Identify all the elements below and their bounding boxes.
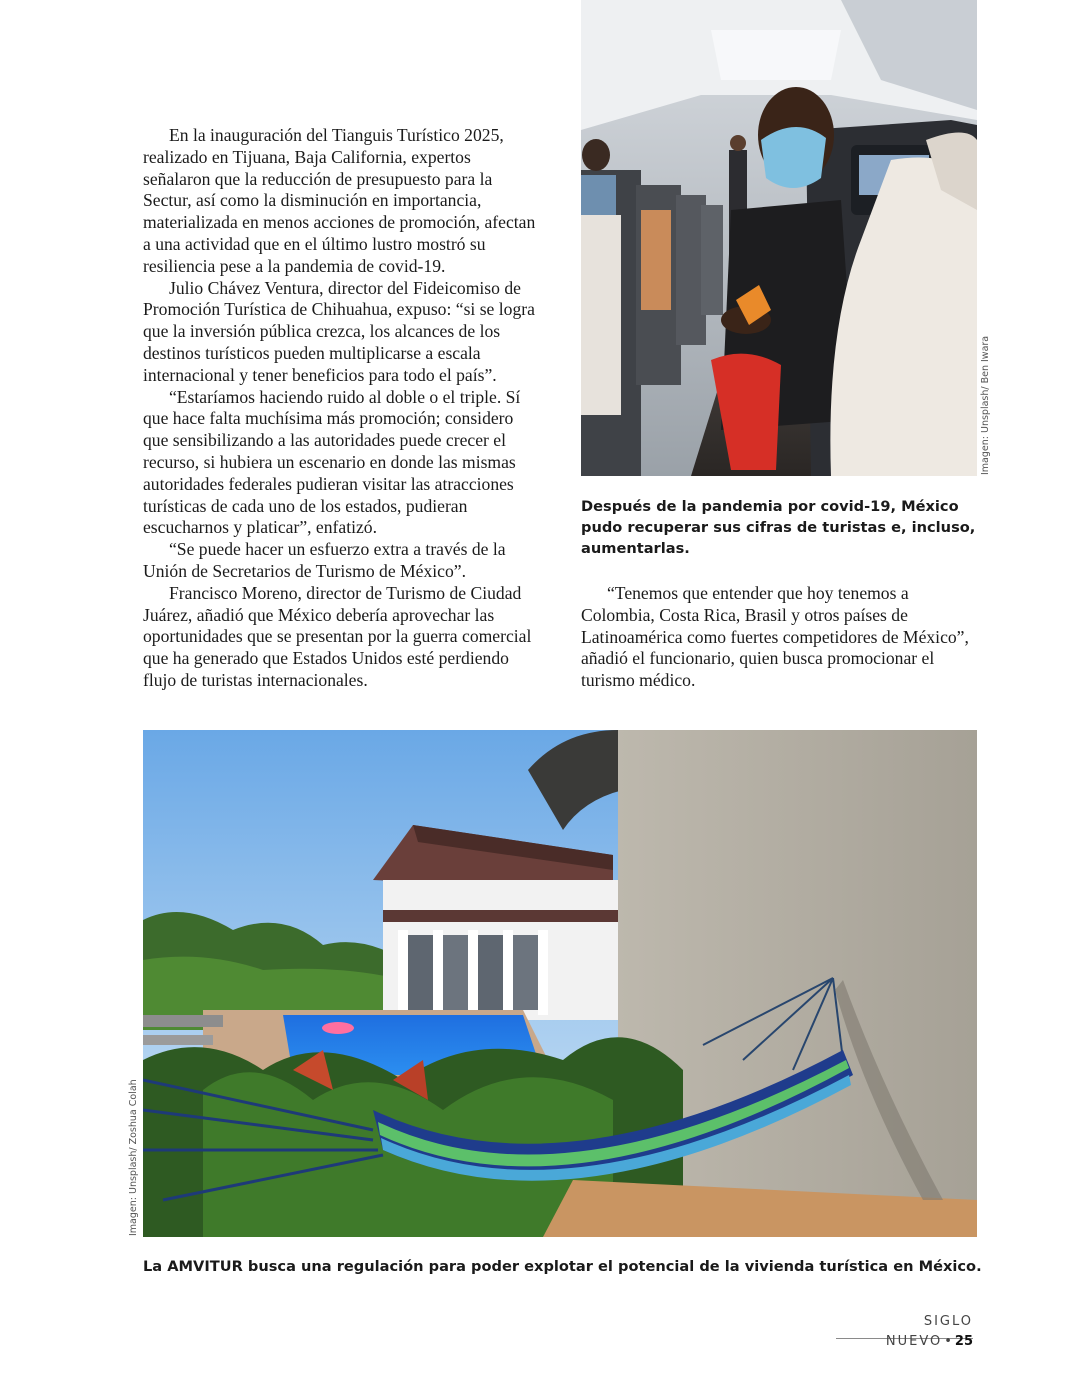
article-paragraph: “Tenemos que entender que hoy tenemos a Colombia, Costa Rica, Brasil y otros países de Latinoamérica como fuertes competidores de México”, añadió el funcionario, quien busca promocionar el turismo médico. (581, 583, 969, 691)
article-paragraph: Julio Chávez Ventura, director del Fideicomiso de Promoción Turística de Chihuahua, expuso: “si se logra que la inversión pública crezca, los alcances de los destinos turísticos pueden multiplicarse a escala internacional y tener beneficios para todo el país”. (143, 277, 535, 385)
villa-hammock-photo (143, 730, 977, 1237)
airplane-cabin-photo (581, 0, 977, 476)
article-paragraph: “Estaríamos haciendo ruido al doble o el triple. Sí que hace falta muchísima más promoción; considero que sensibilizando a las autoridades puede crecer el recurso, si hubiera un escenario en donde las mismas autoridades federales pudieran visitar las atracciones turísticas de cada uno de los estados, pudieran escucharnos y platicar”, enfatizó. (143, 386, 521, 538)
photo-caption: La AMVITUR busca una regulación para poder explotar el potencial de la vivienda turística en México. (143, 1258, 982, 1275)
article-right-column (581, 583, 977, 692)
page-folio (836, 1312, 973, 1349)
article-left-column (143, 125, 541, 692)
page-number: 25 (954, 1334, 973, 1349)
photo-caption: Después de la pandemia por covid-19, México pudo recuperar sus cifras de turistas e, incluso, aumentarlas. (581, 498, 976, 557)
article-paragraph: “Se puede hacer un esfuerzo extra a través de la Unión de Secretarios de Turismo de México”. (143, 539, 506, 581)
article-paragraph: Francisco Moreno, director de Turismo de Ciudad Juárez, añadió que México debería aprovechar las oportunidades que se presentan por la guerra comercial que ha generado que Estados Unidos esté perdiendo flujo de turistas internacionales. (143, 582, 532, 690)
photo-credit: Imagen: Unsplash/ Zoshua Colah (128, 1079, 139, 1236)
article-paragraph: En la inauguración del Tianguis Turístico 2025, realizado en Tijuana, Baja California, expertos señalaron que la reducción de presupuesto para la Sectur, así como la disminución en importancia, materializada en menos acciones de promoción, afectan a una actividad que en el último lustro mostró su resiliencia pese a la pandemia de covid-19. (143, 125, 536, 276)
folio-separator: • (944, 1334, 952, 1349)
photo-credit: Imagen: Unsplash/ Ben Iwara (980, 335, 991, 475)
magazine-name: SIGLO NUEVO (885, 1314, 973, 1349)
